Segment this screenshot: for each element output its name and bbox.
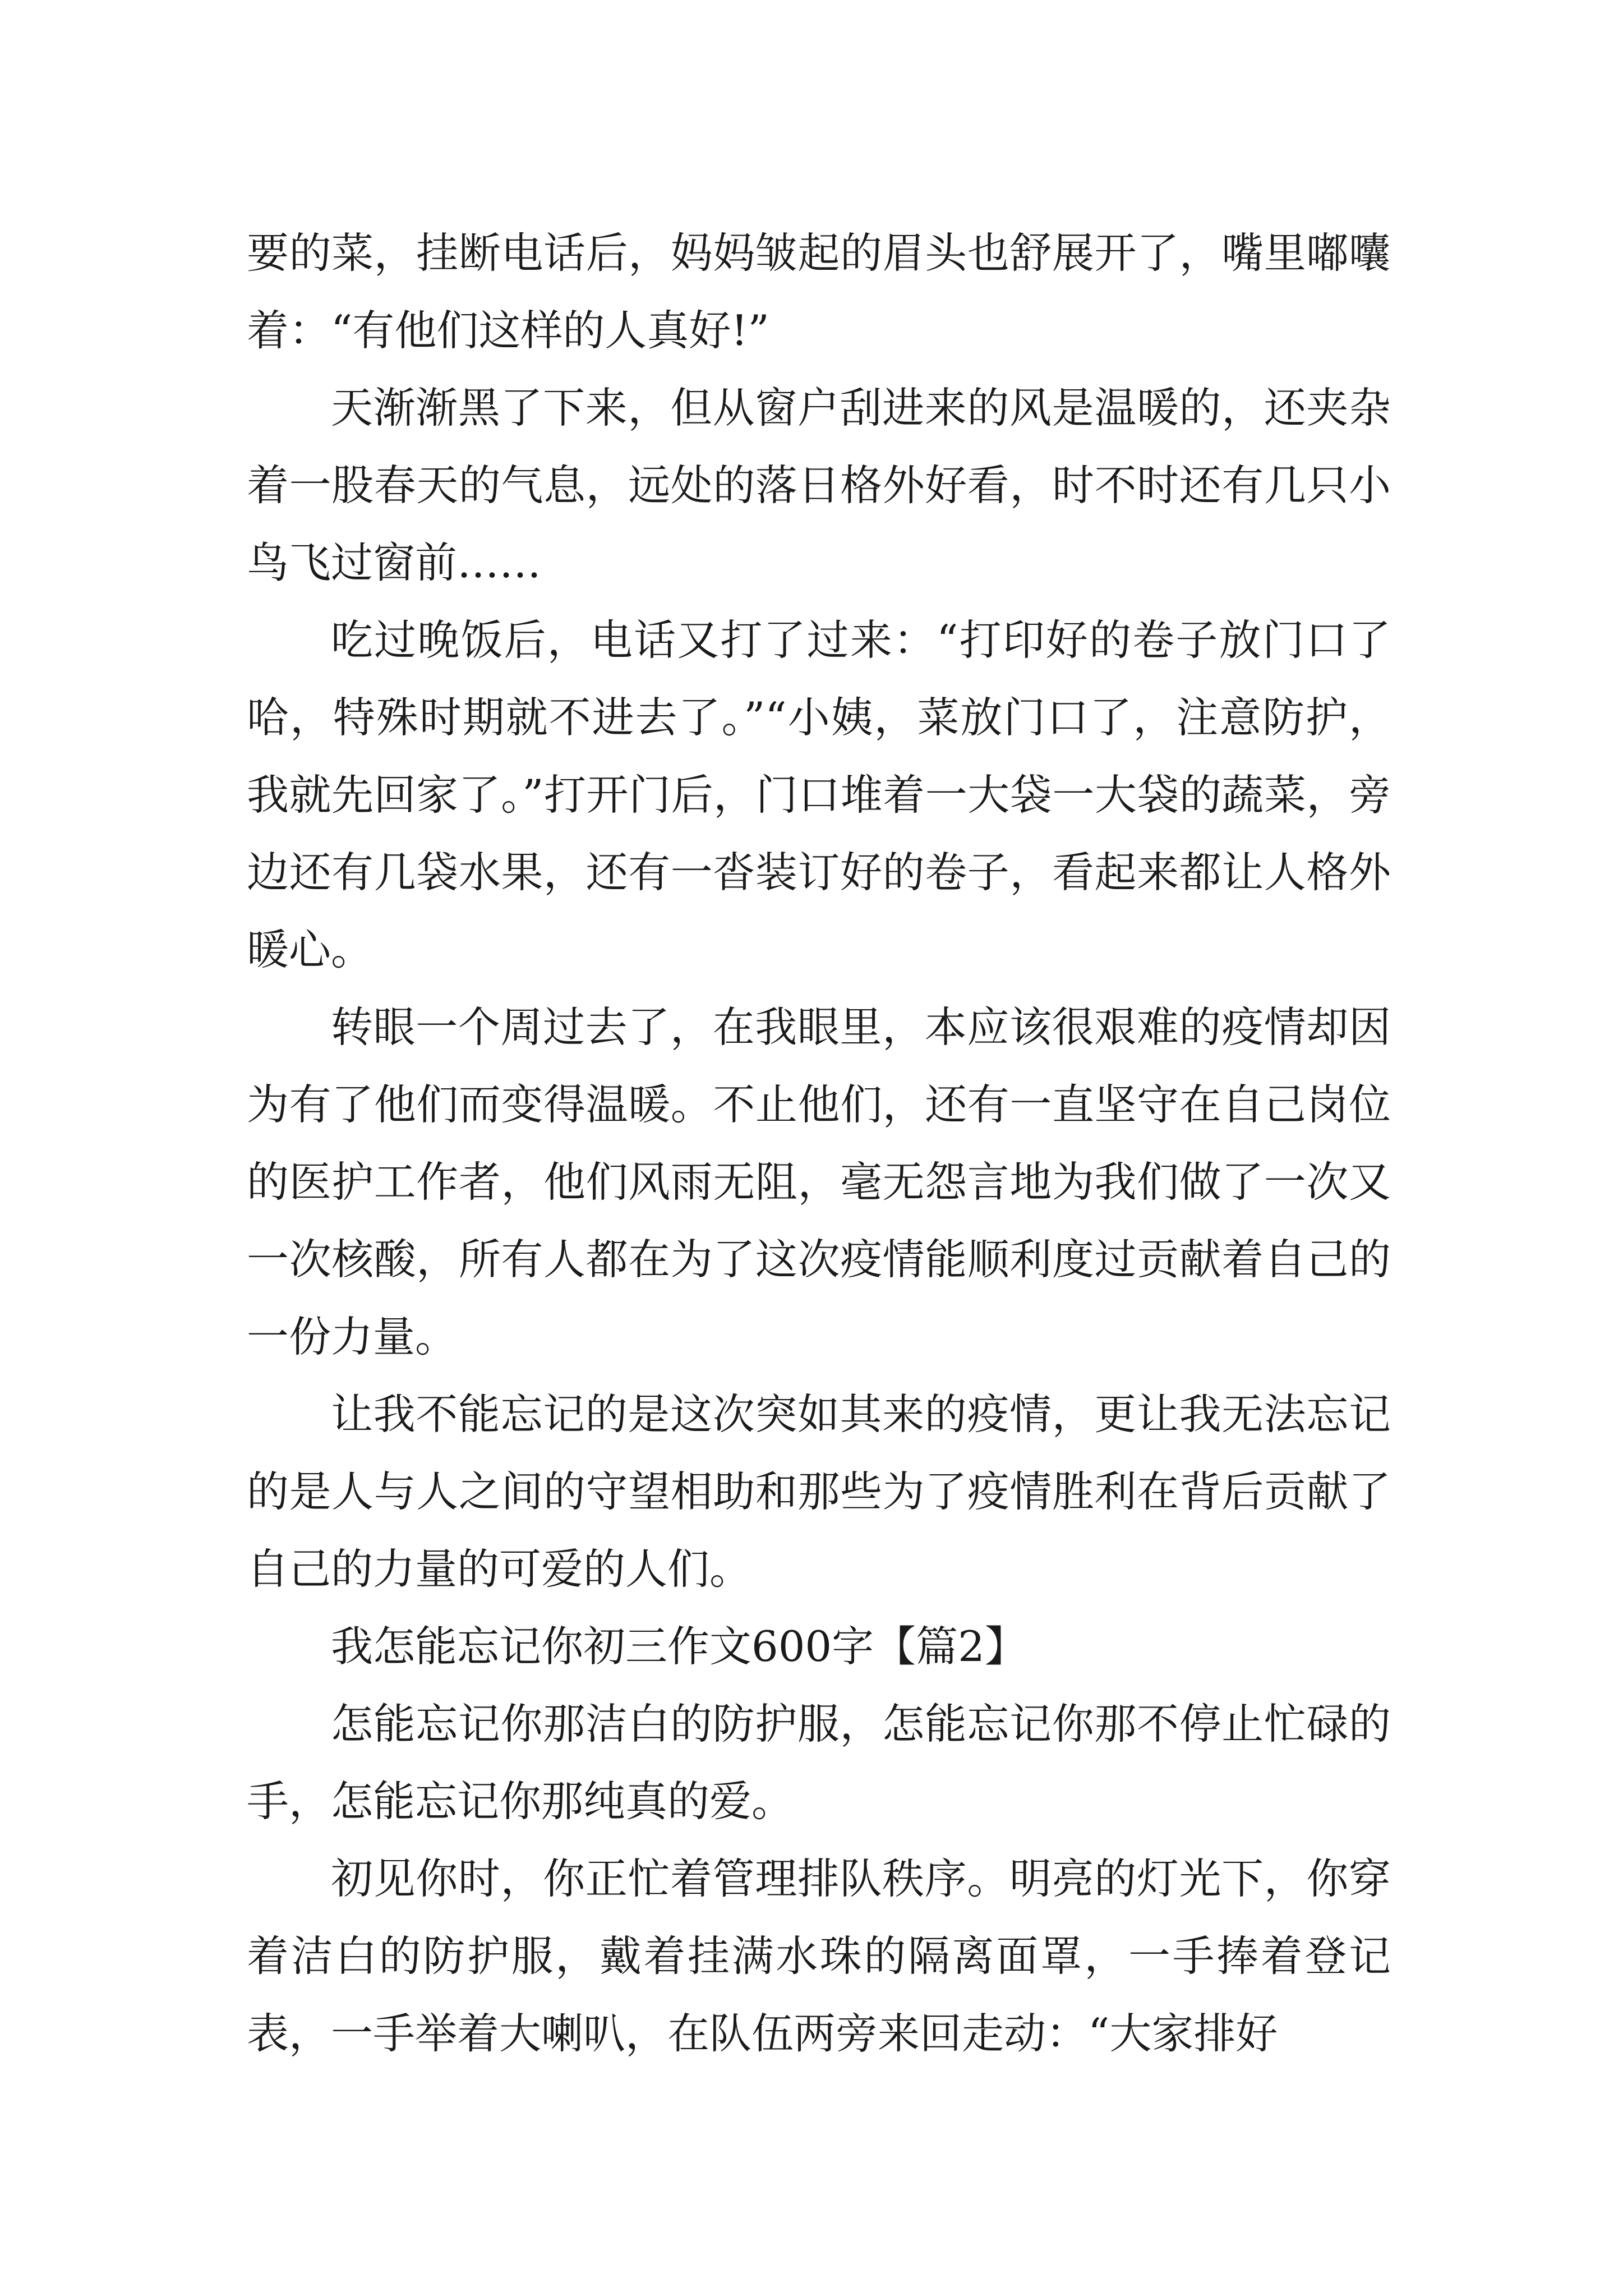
- paragraph-4: 转眼一个周过去了，在我眼里，本应该很艰难的疫情却因为有了他们而变得温暖。不止他们，还有一直坚守在自己岗位的医护工作者，他们风雨无阻，毫无怨言地为我们做了一次又一次核酸，所有人都在为了这次疫情能顺利度过贡献着自己的一份力量。: [247, 1002, 1391, 1361]
- paragraph-2: 天渐渐黑了下来，但从窗户刮进来的风是温暖的，还夹杂着一股春天的气息，远处的落日格外好看，时不时还有几只小鸟飞过窗前……: [247, 383, 1391, 587]
- section-heading: 我怎能忘记你初三作文600字【篇2】: [331, 1622, 1027, 1671]
- document-body: [247, 214, 1391, 2072]
- paragraph-1: 要的菜，挂断电话后，妈妈皱起的眉头也舒展开了，嘴里嘟囔着：“有他们这样的人真好!”: [247, 228, 1391, 355]
- paragraph-3: 吃过晚饭后，电话又打了过来：“打印好的卷子放门口了哈，特殊时期就不进去了。”“小姨，菜放门口了，注意防护，我就先回家了。”打开门后，门口堆着一大袋一大袋的蔬菜，旁边还有几袋水果，还有一沓装订好的卷子，看起来都让人格外暖心。: [247, 615, 1391, 974]
- paragraph-5: 让我不能忘记的是这次突如其来的疫情，更让我无法忘记的是人与人之间的守望相助和那些为了疫情胜利在背后贡献了自己的力量的可爱的人们。: [247, 1389, 1391, 1594]
- paragraph-6: 怎能忘记你那洁白的防护服，怎能忘记你那不停止忙碌的手，怎能忘记你那纯真的爱。: [247, 1699, 1391, 1826]
- paragraph-7: 初见你时，你正忙着管理排队秩序。明亮的灯光下，你穿着洁白的防护服，戴着挂满水珠的隔离面罩，一手捧着登记表，一手举着大喇叭，在队伍两旁来回走动：“大家排好: [247, 1854, 1391, 2058]
